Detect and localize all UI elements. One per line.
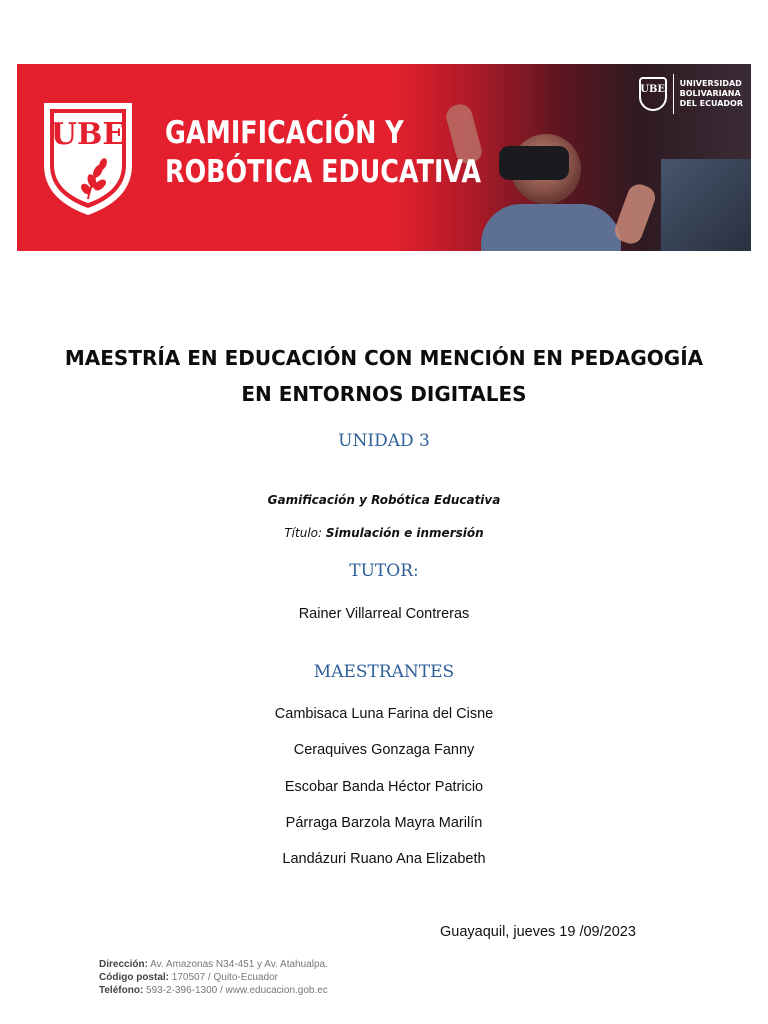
- university-logo: [639, 72, 743, 116]
- university-line1: UNIVERSIDAD: [679, 79, 742, 88]
- banner-title-line1: GAMIFICACIÓN Y: [165, 115, 404, 151]
- footer-phone: [99, 984, 328, 997]
- phone-label: Teléfono:: [99, 985, 144, 996]
- shield-logo-text: UBE: [50, 117, 126, 152]
- university-line3: DEL ECUADOR: [679, 99, 743, 108]
- vr-headset: [499, 146, 569, 180]
- logo-divider: [673, 74, 674, 114]
- student-name: Ceraquives Gonzaga Fanny: [293, 742, 475, 758]
- address-label: Dirección:: [99, 959, 148, 970]
- course-name-text: Gamificación y Robótica Educativa: [267, 493, 501, 507]
- tutor-heading: TUTOR:: [349, 561, 419, 581]
- banner-title: [165, 114, 481, 192]
- program-title-line1: MAESTRÍA EN EDUCACIÓN CON MENCIÓN EN PEDAGOGÍA: [64, 346, 704, 370]
- university-line2: BOLIVARIANA: [679, 89, 741, 98]
- topic-title: [0, 526, 768, 540]
- student-name: Landázuri Ruano Ana Elizabeth: [282, 851, 486, 867]
- university-name: [680, 79, 743, 109]
- footer-postal: [99, 971, 328, 984]
- postal-label: Código postal:: [99, 972, 169, 983]
- student-name: Escobar Banda Héctor Patricio: [284, 779, 484, 795]
- background-screen: [661, 159, 751, 251]
- ube-shield-logo: [40, 99, 136, 217]
- place-date: Guayaquil, jueves 19 /09/2023: [440, 924, 636, 940]
- postal-value: 170507 / Quito-Ecuador: [171, 972, 278, 983]
- unit-heading: UNIDAD 3: [338, 431, 430, 451]
- topic-title-value: Simulación e inmersión: [325, 526, 484, 540]
- footer-contact: [99, 958, 328, 997]
- mini-shield-icon: UBE: [639, 77, 667, 111]
- topic-title-label: Título:: [284, 526, 323, 540]
- footer-address: [99, 958, 328, 971]
- phone-value: 593-2-396-1300 / www.educacion.gob.ec: [146, 985, 328, 996]
- program-title-line2: EN ENTORNOS DIGITALES: [241, 382, 527, 406]
- student-name: Párraga Barzola Mayra Marilín: [285, 815, 483, 831]
- program-title: [24, 340, 744, 412]
- student-name: Cambisaca Luna Farina del Cisne: [274, 706, 494, 722]
- tutor-name: Rainer Villarreal Contreras: [298, 606, 470, 622]
- address-value: Av. Amazonas N34-451 y Av. Atahualpa.: [150, 959, 328, 970]
- raised-hand-right: [612, 181, 659, 247]
- header-banner: [17, 64, 751, 251]
- course-name: [0, 493, 768, 507]
- students-heading: MAESTRANTES: [313, 662, 455, 682]
- person-torso: [481, 204, 621, 251]
- banner-title-line2: ROBÓTICA EDUCATIVA: [165, 154, 482, 190]
